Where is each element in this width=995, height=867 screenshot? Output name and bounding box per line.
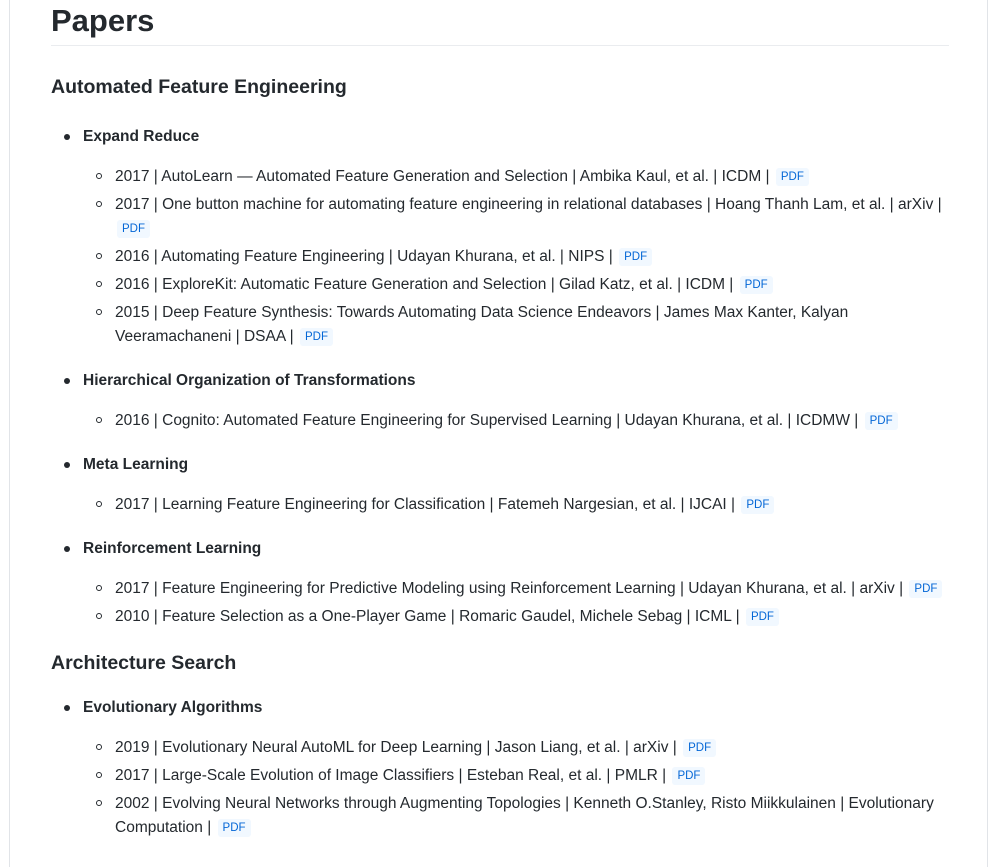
circle-bullet-icon — [96, 253, 102, 259]
category-label: Reinforcement Learning — [83, 540, 262, 557]
paper-citation: 2002 | Evolving Neural Networks through Augmenting Topologies | Kenneth O.Stanley, Risto Miikkulainen | Evolutionary Computation | — [115, 795, 934, 836]
pdf-link[interactable]: PDF — [672, 767, 705, 785]
paper-citation: 2017 | One button machine for automating feature engineering in relational databases | Hoang Thanh Lam, et al. | arXiv | — [115, 196, 942, 213]
bullet-icon — [64, 378, 70, 384]
section-heading: Architecture Search — [51, 652, 237, 674]
bullet-icon — [64, 705, 70, 711]
circle-bullet-icon — [96, 772, 102, 778]
circle-bullet-icon — [96, 800, 102, 806]
pdf-link[interactable]: PDF — [740, 276, 773, 294]
category-list — [51, 696, 949, 840]
pdf-link[interactable]: PDF — [741, 496, 774, 514]
category-item — [51, 696, 949, 840]
pdf-link[interactable]: PDF — [909, 580, 942, 598]
category-label: Evolutionary Algorithms — [83, 699, 263, 716]
paper-list — [83, 577, 949, 629]
bullet-icon — [64, 134, 70, 140]
circle-bullet-icon — [96, 744, 102, 750]
circle-bullet-icon — [96, 417, 102, 423]
paper-item — [83, 165, 949, 189]
paper-citation: 2017 | AutoLearn — Automated Feature Generation and Selection | Ambika Kaul, et al. | ICDM | — [115, 168, 770, 185]
page-title: Papers — [51, 0, 949, 46]
paper-citation: 2016 | Automating Feature Engineering | Udayan Khurana, et al. | NIPS | — [115, 248, 613, 265]
paper-item — [83, 409, 949, 433]
paper-citation: 2019 | Evolutionary Neural AutoML for Deep Learning | Jason Liang, et al. | arXiv | — [115, 739, 677, 756]
paper-item — [83, 764, 949, 788]
pdf-link[interactable]: PDF — [683, 739, 716, 757]
paper-item — [83, 493, 949, 517]
pdf-link[interactable]: PDF — [746, 608, 779, 626]
category-item — [51, 125, 949, 349]
circle-bullet-icon — [96, 309, 102, 315]
pdf-link[interactable]: PDF — [218, 819, 251, 837]
pdf-link[interactable]: PDF — [619, 248, 652, 266]
paper-citation: 2017 | Feature Engineering for Predictive Modeling using Reinforcement Learning | Udayan Khurana, et al. | arXiv | — [115, 580, 904, 597]
category-label: Expand Reduce — [83, 128, 200, 145]
pdf-link[interactable]: PDF — [776, 168, 809, 186]
pdf-link[interactable]: PDF — [865, 412, 898, 430]
paper-item — [83, 301, 949, 349]
section-heading: Automated Feature Engineering — [51, 76, 347, 98]
bullet-icon — [64, 546, 70, 552]
circle-bullet-icon — [96, 173, 102, 179]
circle-bullet-icon — [96, 613, 102, 619]
paper-item — [83, 577, 949, 601]
circle-bullet-icon — [96, 585, 102, 591]
pdf-link[interactable]: PDF — [300, 328, 333, 346]
paper-item — [83, 245, 949, 269]
paper-item — [83, 273, 949, 297]
circle-bullet-icon — [96, 201, 102, 207]
paper-item — [83, 792, 949, 840]
paper-item — [83, 193, 949, 241]
category-list — [51, 125, 949, 629]
readme-container — [9, 0, 988, 867]
paper-citation: 2017 | Large-Scale Evolution of Image Classifiers | Esteban Real, et al. | PMLR | — [115, 767, 667, 784]
paper-citation: 2016 | ExploreKit: Automatic Feature Generation and Selection | Gilad Katz, et al. | ICDM | — [115, 276, 734, 293]
category-item — [51, 537, 949, 629]
category-item — [51, 369, 949, 433]
circle-bullet-icon — [96, 501, 102, 507]
paper-citation: 2010 | Feature Selection as a One-Player Game | Romaric Gaudel, Michele Sebag | ICML | — [115, 608, 740, 625]
category-label: Meta Learning — [83, 456, 189, 473]
paper-list — [83, 409, 949, 433]
paper-citation: 2015 | Deep Feature Synthesis: Towards Automating Data Science Endeavors | James Max Kanter, Kalyan Veeramachaneni | DSAA | — [115, 304, 849, 345]
circle-bullet-icon — [96, 281, 102, 287]
paper-list — [83, 165, 949, 349]
paper-list — [83, 493, 949, 517]
paper-citation: 2017 | Learning Feature Engineering for Classification | Fatemeh Nargesian, et al. | IJCAI | — [115, 496, 736, 513]
bullet-icon — [64, 462, 70, 468]
category-item — [51, 453, 949, 517]
pdf-link[interactable]: PDF — [117, 220, 150, 238]
paper-item — [83, 736, 949, 760]
paper-citation: 2016 | Cognito: Automated Feature Engineering for Supervised Learning | Udayan Khurana, et al. | ICDMW | — [115, 412, 859, 429]
paper-list — [83, 736, 949, 840]
paper-item — [83, 605, 949, 629]
readme-content — [51, 0, 949, 844]
category-label: Hierarchical Organization of Transformations — [83, 372, 416, 389]
